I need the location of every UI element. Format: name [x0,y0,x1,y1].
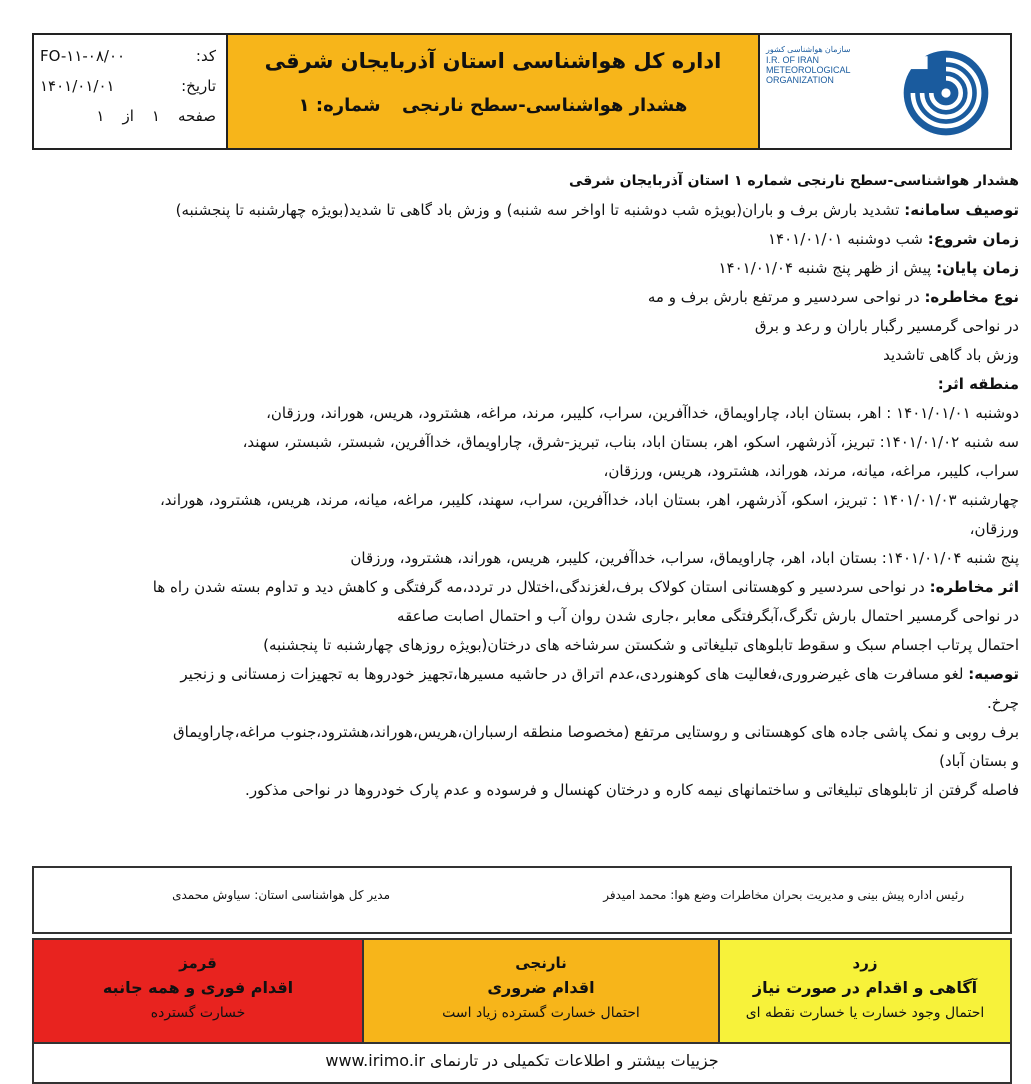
page-title: اداره کل هواشناسی استان آذربایجان شرقی [264,49,722,73]
start-label: زمان شروع: [927,230,1019,248]
header-subtitle: هشدار هواشناسی-سطح نارنجی [401,95,688,116]
area-tuesday-2: سراب، کلیبر، مراغه، میانه، مرند، هوراند، هشترود، هریس، ورزقان، [603,462,1019,480]
header-subtitle-row [228,95,758,116]
document-meta [34,35,228,148]
legend-red-name: قرمز [179,954,217,972]
organization-logo [760,35,1010,148]
date-label: تاریخ: [181,77,216,95]
advice-text-4: و بستان آباد) [939,752,1019,770]
header-number: شماره: ۱ [298,95,381,116]
legend-yellow-action: آگاهی و اقدام در صورت نیاز [752,978,978,997]
doc-heading: هشدار هواشناسی-سطح نارنجی شماره ۱ استان آذربایجان شرقی [568,173,1019,189]
page-total: ۱ [96,107,105,125]
legend-yellow-name: زرد [852,954,878,972]
system-row [19,196,1019,225]
forecast-head-name: محمد امیدفر [603,888,667,902]
header-title-panel [228,35,760,148]
system-text: تشدید بارش برف و باران(بویژه شب دوشنبه تا اواخر سه شنبه) و وزش باد گاهی تا شدید(بویژه چهارشنبه تا پنجشنبه) [175,201,900,219]
hazard-text-1: در نواحی سردسیر و مرتفع بارش برف و مه [647,288,920,306]
area-label: منطقه اثر: [937,375,1019,393]
date-value: ۱۴۰۱/۰۱/۰۱ [40,77,115,95]
advice-row [19,660,1019,689]
impact-row [19,573,1019,602]
legend-orange-action: اقدام ضروری [487,978,595,997]
page-row [40,101,216,131]
director-signature [172,888,390,902]
document-body [19,166,1019,805]
director-title: مدیر کل هواشناسی استان: [254,888,390,902]
advice-text-1: لغو مسافرت های غیرضروری،فعالیت های کوهنوردی،عدم اتراق در حاشیه مسیرها،تجهیز خودروها به تجهیزات زمستانی و زنجیر [180,665,964,683]
document-header [32,33,1012,150]
legend-orange-name: نارنجی [515,954,567,972]
area-tuesday-1: سه شنبه ۱۴۰۱/۰۱/۰۲: تبریز، آذرشهر، اسکو، اهر، بستان اباد، بناب، تبریز-شرق، چاراویماق، خداآفرین، شبستر، شبستر، سهند، [242,433,1019,451]
end-row [19,254,1019,283]
logo-text [766,45,851,85]
hazard-row [19,283,1019,312]
start-text: شب دوشنبه ۱۴۰۱/۰۱/۰۱ [768,230,923,248]
forecast-head-signature [603,888,964,902]
impact-text-2: در نواحی گرمسیر احتمال بارش تگرگ،آبگرفتگی معابر ،جاری شدن روان آب و احتمال اصابت صاعقه [397,607,1019,625]
legend-yellow [720,940,1010,1042]
area-monday: دوشنبه ۱۴۰۱/۰۱/۰۱ : اهر، بستان اباد، چاراویماق، خداآفرین، سراب، کلیبر، مرند، مراغه، هشترود، هریس، هوراند، ورزقان، [266,404,1019,422]
start-row [19,225,1019,254]
area-thursday: پنج شنبه ۱۴۰۱/۰۱/۰۴: بستان اباد، اهر، چاراویماق، سراب، خداآفرین، کلیبر، هریس، هوراند، هشترود، ورزقان [350,549,1019,567]
signature-box [32,866,1012,934]
legend-orange [364,940,720,1042]
code-label: کد: [195,47,216,65]
alert-level-legend [32,938,1012,1044]
forecast-head-title: رئیس اداره پیش بینی و مدیریت بحران مخاطرات وضع هوا: [670,888,964,902]
legend-orange-desc: احتمال خسارت گسترده زیاد است [442,1005,640,1021]
end-text: پیش از ظهر پنج شنبه ۱۴۰۱/۰۱/۰۴ [718,259,932,277]
meteorological-logo-icon [900,47,992,139]
legend-red-action: اقدام فوری و همه جانبه [102,978,294,997]
end-label: زمان پایان: [936,259,1019,277]
logo-line-2: I.R. OF IRAN [766,55,820,65]
advice-text-2: چرخ. [987,694,1019,712]
impact-text-1: در نواحی سردسیر و کوهستانی استان کولاک برف،لغزندگی،اختلال در تردد،مه گرفتگی و کاهش دید و تداوم بسته شدن راه ها [152,578,925,596]
hazard-text-3: وزش باد گاهی تاشدید [883,346,1019,364]
footer-text: جزییات بیشتر و اطلاعات تکمیلی در تارنمای www.irimo.ir [325,1051,719,1070]
impact-label: اثر مخاطره: [929,578,1019,596]
code-row [40,41,216,71]
page-current: ۱ [151,107,160,125]
area-wednesday-1: چهارشنبه ۱۴۰۱/۰۱/۰۳ : تبریز، اسکو، آذرشهر، اهر، بستان اباد، خداآفرین، سراب، سهند، کلیبر، مراغه، میانه، مرند، هریس، هشترود، هوراند، [159,491,1019,509]
hazard-text-2: در نواحی گرمسیر رگبار باران و رعد و برق [754,317,1019,335]
advice-label: توصیه: [968,665,1019,683]
legend-red-desc: خسارت گسترده [150,1005,246,1021]
page-of: از [122,107,134,125]
advice-text-3: برف روبی و نمک پاشی جاده های کوهستانی و روستایی مرتفع (مخصوصا منطقه ارسباران،هریس،هوراند،هشترود،جنوب مراغه،چاراویماق [173,723,1019,741]
legend-red [34,940,364,1042]
director-name: سیاوش محمدی [172,888,251,902]
date-row [40,71,216,101]
logo-line-3: METEOROLOGICAL [766,65,851,75]
advice-text-5: فاصله گرفتن از تابلوهای تبلیغاتی و ساختمانهای نیمه کاره و درختان کهنسال و فرسوده و عدم پارک خودروها در نواحی مذکور. [245,781,1019,799]
logo-line-4: ORGANIZATION [766,75,834,85]
area-wednesday-2: ورزقان، [969,520,1019,538]
page-label: صفحه [177,107,216,125]
footer-note [32,1044,1012,1084]
legend-yellow-desc: احتمال وجود خسارت یا خسارت نقطه ای [745,1005,985,1021]
impact-text-3: احتمال پرتاب اجسام سبک و سقوط تابلوهای تبلیغاتی و شکستن سرشاخه های درختان(بویژه روزهای چهارشنبه تا پنجشنبه) [263,636,1019,654]
code-value: FO-۱۱-۰۸/۰۰ [40,47,126,65]
logo-line-fa: سازمان هواشناسی کشور [766,45,851,54]
system-label: توصیف سامانه: [904,201,1019,219]
hazard-label: نوع مخاطره: [924,288,1019,306]
